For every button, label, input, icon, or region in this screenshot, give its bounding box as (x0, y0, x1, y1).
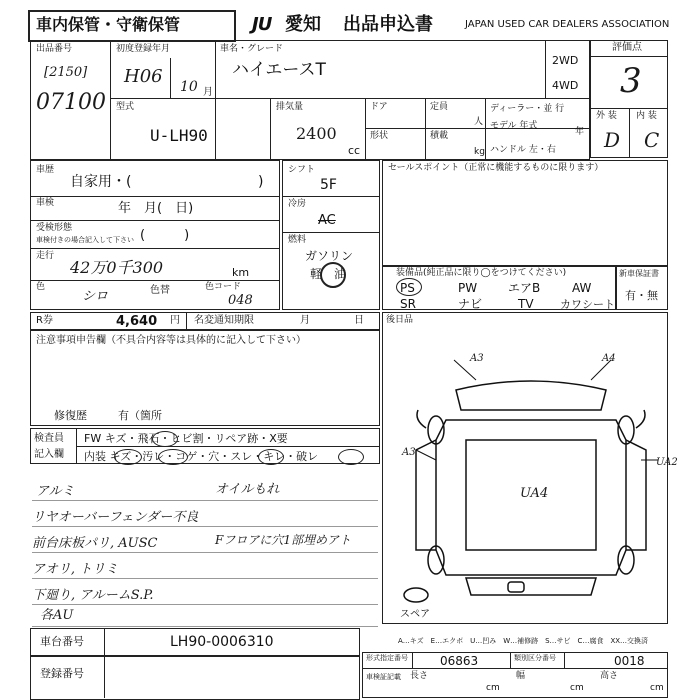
association-name: JAPAN USED CAR DEALERS ASSOCIATION (465, 19, 670, 30)
grade-score: 3 (620, 61, 642, 101)
receipt-note: 車検付きの場合記入して下さい (36, 236, 134, 244)
length-label: 長さ (410, 671, 429, 681)
inspection-value: 年 月( 日) (118, 201, 194, 216)
warranty-value: 有・無 (625, 289, 658, 302)
interior-circle-stain (158, 449, 188, 465)
capacity-unit: 人 (474, 117, 484, 127)
interior-circle-tear (338, 449, 364, 465)
interior-row: 内装 キズ・汚レ・コゲ・穴・スレ・キレ・破レ (84, 450, 319, 463)
ps-circle (396, 278, 422, 296)
approval-value: 06863 (440, 654, 479, 668)
handwritten-note-7: 下廻り, アルームS.P. (32, 588, 154, 603)
equipment-pw: PW (458, 281, 478, 295)
reg-label: 登録番号 (40, 667, 84, 680)
drive-2wd: 2WD (552, 54, 579, 67)
damage-label-ua2-side: UA2 (656, 457, 678, 468)
registration-month: 10 (180, 79, 198, 95)
road-tax-day: 日 (354, 315, 364, 326)
fuel-circle (320, 262, 346, 288)
lot-bracket-number: [2150] (44, 65, 88, 80)
interior-label: 内 装 (636, 111, 657, 121)
length-cm: cm (486, 683, 500, 693)
later-input-label: 後日品 (386, 315, 414, 325)
stamp-label: 車内保管・守衛保管 (36, 15, 181, 34)
car-history-value: 自家用・( (70, 174, 132, 190)
ac-value: AC (318, 213, 336, 228)
lot-number: 07100 (36, 90, 106, 115)
capacity-label: 定員 (430, 102, 449, 112)
notes-label: 注意事項申告欄（不具合内容等は具体的に記入して下さい） (36, 335, 306, 346)
registration-year: H06 (124, 66, 163, 87)
handwritten-note-5: Fフロアに穴1部埋めアト (215, 533, 351, 547)
mileage-value: 42万0千300 (70, 258, 164, 277)
car-history-label: 車歴 (36, 165, 55, 175)
fw-circle-stone (152, 431, 178, 447)
car-name: ハイエースT (232, 60, 326, 80)
displacement-label: 排気量 (276, 102, 304, 112)
shift-label: シフト (288, 165, 316, 175)
model-year-label: モデル 年式 (490, 121, 538, 131)
equipment-tv: TV (518, 297, 534, 311)
color-change-label: 色替 (150, 285, 170, 296)
damage-label-a3-side: A3 (402, 447, 416, 458)
registration-label: 初度登録年月 (116, 44, 171, 54)
color-code-label: 色コード (205, 282, 242, 292)
fuel-other: 軽 油 (310, 267, 347, 281)
displacement-value: 2400 (296, 124, 337, 143)
fuel-label: 燃料 (288, 235, 307, 245)
width-cm: cm (570, 683, 584, 693)
recycle-label: R券 (36, 315, 53, 326)
equipment-airbag: エアB (508, 281, 541, 295)
recycle-value: 4,640 (116, 314, 158, 329)
year-unit: 年 (575, 127, 585, 137)
form-title: 出品申込書 (343, 14, 433, 35)
handwritten-note-1: アルミ (36, 484, 75, 499)
load-label: 積載 (430, 131, 449, 141)
car-diagram (396, 350, 666, 610)
category-value: 0018 (614, 654, 645, 668)
handle-label: ハンドル 左・右 (490, 145, 556, 155)
handwritten-note-8: 各AU (40, 608, 74, 623)
road-tax-month: 月 (300, 315, 310, 326)
equipment-navi: ナビ (458, 297, 483, 311)
equipment-ps: PS (400, 281, 415, 295)
handwritten-note-4: 前台床板パリ, AUSC (32, 536, 158, 551)
height-label: 高さ (600, 671, 619, 681)
load-unit: kg (474, 147, 485, 157)
repair-label: 修復歴 (54, 409, 87, 422)
height-cm: cm (650, 683, 664, 693)
lot-label: 出品番号 (36, 44, 73, 54)
car-history-close: ) (258, 174, 264, 190)
fuel-value: ガソリン (305, 249, 354, 263)
ju-logo: JU (252, 14, 272, 35)
size-label: 車検証記載 (366, 673, 401, 681)
door-label: ドア (370, 102, 388, 112)
exterior-grade: D (604, 128, 621, 152)
type-value: U-LH90 (150, 126, 208, 145)
approval-label: 形式指定番号 (366, 654, 408, 662)
sales-point-block (382, 160, 668, 266)
grade-label: 評価点 (612, 42, 642, 53)
damage-legend: A…キズ E…エクボ U…凹み W…補修跡 S…サビ C…腐食 XX…交換済 (398, 637, 649, 645)
org-name: 愛知 (285, 14, 321, 35)
color-code: 048 (228, 293, 253, 308)
dealer-label: ディーラー・並 行 (490, 104, 565, 114)
road-tax-label: 名変通知期限 (194, 315, 254, 326)
damage-label-ua4-center: UA4 (520, 486, 549, 501)
color-value: シロ (82, 289, 109, 304)
handwritten-note-3: リヤオーバーフェンダー不良 (32, 510, 199, 525)
cc-unit: cc (348, 144, 361, 157)
inspection-label: 車検 (36, 198, 55, 208)
equipment-sr: SR (400, 297, 416, 311)
ac-label: 冷房 (288, 199, 307, 209)
spare-label: スペア (400, 609, 430, 620)
sales-point-label: セールスポイント（正常に機能するものに限ります） (388, 163, 604, 173)
equipment-aw: AW (572, 281, 592, 295)
shape-label: 形状 (370, 131, 389, 141)
interior-grade: C (644, 128, 660, 152)
handwritten-note-2: オイルもれ (215, 482, 280, 497)
receipt-label: 受検形態 (36, 223, 73, 233)
inspector-label: 検査員 (34, 433, 64, 444)
damage-label-a4-top: A4 (602, 353, 616, 364)
handwritten-note-6: アオリ, トリミ (32, 562, 119, 577)
type-label: 型式 (116, 102, 135, 112)
interior-circle-wear (258, 449, 284, 465)
repair-value: 有（箇所 (118, 409, 162, 422)
width-label: 幅 (516, 671, 526, 681)
color-label: 色 (36, 282, 46, 292)
chassis-label: 車台番号 (40, 635, 84, 648)
equipment-leather-seat: カワシート (560, 298, 615, 311)
chassis-value: LH90-0006310 (170, 634, 274, 650)
mileage-label: 走行 (36, 251, 55, 261)
warranty-label: 新車保証書 (619, 269, 659, 278)
drive-4wd: 4WD (552, 79, 579, 92)
receipt-parens: ( ) (140, 228, 190, 243)
car-name-label: 車名・グレード (220, 44, 284, 54)
fw-row: FW キズ・飛石・ヒビ割・リペア跡・X要 (84, 432, 288, 445)
shift-value: 5F (320, 177, 337, 193)
category-label: 類別区分番号 (514, 654, 556, 662)
mileage-unit: km (232, 266, 250, 279)
interior-circle-scratch (114, 449, 142, 465)
entry-label: 記入欄 (34, 449, 64, 460)
recycle-unit: 円 (170, 315, 180, 326)
registration-month-unit: 月 (203, 87, 213, 98)
exterior-label: 外 装 (596, 111, 617, 121)
damage-label-a3-top: A3 (470, 353, 484, 364)
equipment-label: 装備品(純正品に限り◯をつけてください) (396, 268, 567, 278)
